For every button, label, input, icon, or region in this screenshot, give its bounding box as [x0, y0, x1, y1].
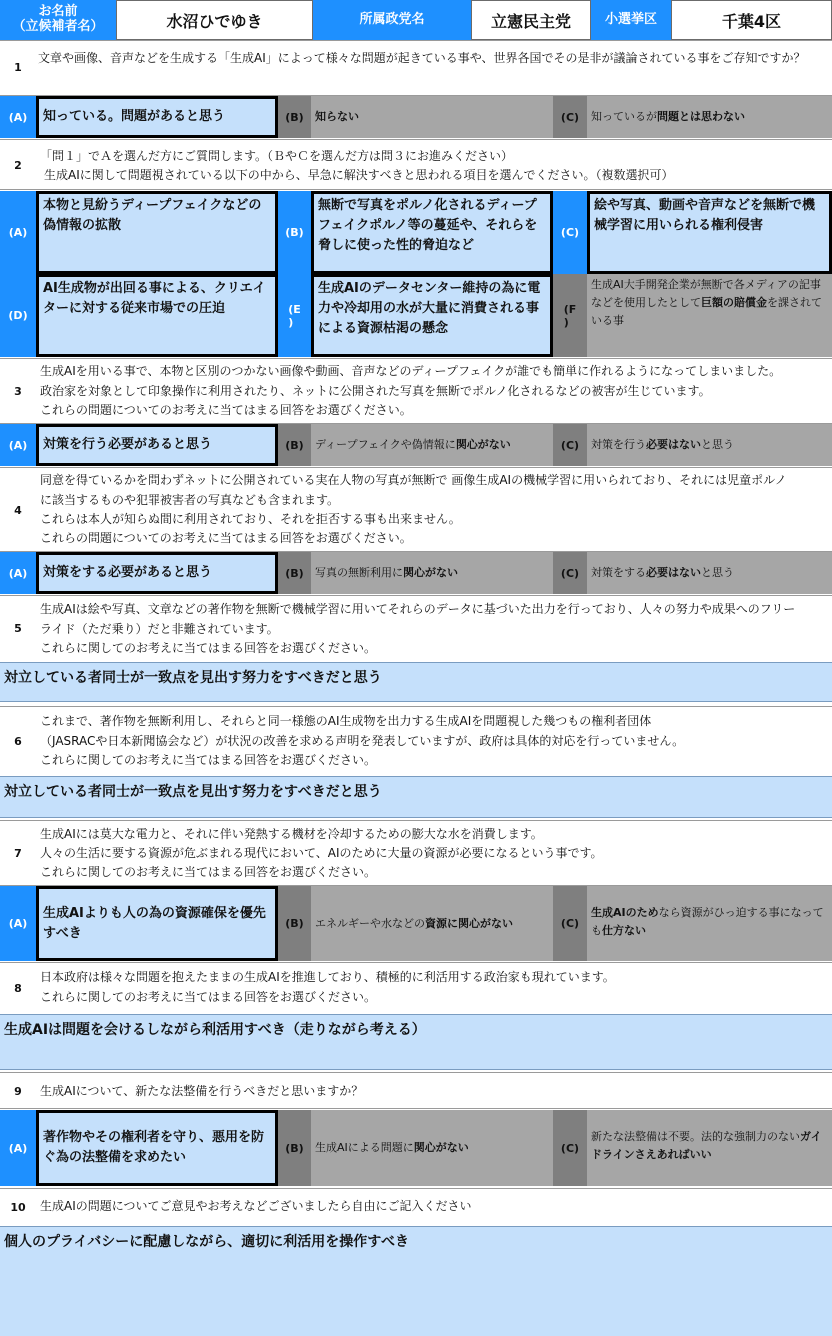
q2-option-c-label: (C)	[553, 191, 587, 274]
q7-option-b-text-2: 資源に関心がない	[425, 916, 513, 930]
q9-option-c-label: (C)	[553, 1110, 587, 1186]
q2-option-e[interactable]: 生成AIのデータセンター維持の為に電力や冷却用の水が大量に消費される事による資源枯渇の懸念	[311, 274, 553, 357]
q10-answer-field[interactable]: 個人のプライバシーに配慮しながら、適切に利活用を操作すべき	[0, 1226, 832, 1336]
q7-question-line-1: 生成AIには莫大な電力と、それに伴い発熱する機材を冷却するための膨大な水を消費します。	[40, 827, 543, 841]
q4-option-b[interactable]	[311, 552, 553, 594]
q3-option-c[interactable]	[587, 424, 832, 466]
q7-option-b[interactable]	[311, 886, 553, 961]
separator	[0, 139, 832, 140]
q2-option-d-label: (D)	[0, 274, 36, 357]
separator	[0, 189, 832, 190]
q5-question-line-3: これらに関してのお考えに当てはまる回答をお選びください。	[40, 641, 377, 655]
name-value: 水沼ひでゆき	[116, 0, 313, 40]
q4-option-b-label: (B)	[278, 552, 311, 594]
separator	[0, 820, 832, 821]
q7-option-c-text-1: 生成AIのため	[591, 906, 659, 919]
q8-number: 8	[14, 981, 22, 995]
q9-option-b[interactable]	[311, 1110, 553, 1186]
q8-question-line-2: これらに関してのお考えに当てはまる回答をお選びください。	[40, 990, 377, 1004]
q9-number: 9	[14, 1084, 22, 1098]
q1-option-c-text-1: 知っているが	[591, 110, 657, 123]
q2-option-f-text-2: 巨額の賠償金	[701, 296, 767, 309]
separator	[0, 40, 832, 41]
q4-question-line-4: これらの問題についてのお考えに当てはまる回答をお選びください。	[40, 531, 412, 545]
q4-option-c[interactable]	[587, 552, 832, 594]
q7-option-b-label: (B)	[278, 886, 311, 961]
q3-question-line-3: これらの問題についてのお考えに当てはまる回答をお選びください。	[40, 403, 412, 417]
q4-option-c-text-3: と思う	[701, 566, 734, 579]
q2-option-b[interactable]: 無断で写真をポルノ化されるディープフェイクポルノ等の蔓延や、それらを脅しに使った性的脅迫など	[311, 191, 553, 274]
q4-option-c-text-2: 必要はない	[646, 566, 701, 579]
q2-question-line-1: 「問１」でＡを選んだ方にご質問します。（ＢやＣを選んだ方は問３にお進みください）	[40, 149, 514, 163]
q2-option-b-label: (B)	[278, 191, 311, 274]
q9-option-c-text-1: 新たな法整備は不要。法的な強制力のない	[591, 1130, 800, 1143]
q7-number: 7	[14, 846, 22, 860]
q2-option-a[interactable]: 本物と見紛うディープフェイクなどの偽情報の拡散	[36, 191, 278, 274]
district-label: 小選挙区	[591, 0, 671, 40]
q4-number: 4	[14, 503, 22, 517]
q3-option-c-text-2: 必要はない	[646, 438, 701, 451]
q7-option-a-label: (A)	[0, 886, 36, 961]
q9-option-a[interactable]: 著作物やその権利者を守り、悪用を防ぐ為の法整備を求めたい	[36, 1110, 278, 1186]
q2-option-a-label: (A)	[0, 191, 36, 274]
q5-question-line-1: 生成AIは絵や写真、文章などの著作物を無断で機械学習に用いてそれらのデータに基づいた出力を行っており、人々の努力や成果へのフリー	[40, 602, 796, 616]
q5-question-line-2: ライド（ただ乗り）だと非難されています。	[40, 622, 279, 636]
q6-number: 6	[14, 734, 22, 748]
q2-option-f-label: (F )	[553, 274, 587, 357]
q9-option-a-label: (A)	[0, 1110, 36, 1186]
separator	[0, 358, 832, 359]
q5-number: 5	[14, 621, 22, 635]
q4-option-a-label: (A)	[0, 552, 36, 594]
q3-option-b-text-2: 関心がない	[455, 438, 511, 451]
q2-question-line-2: 生成AIに関して問題視されている以下の中から、早急に解決すべきと思われる項目を選んでください。（複数選択可）	[44, 168, 674, 182]
separator	[0, 1108, 832, 1109]
q1-option-a[interactable]: 知っている。問題があると思う	[36, 96, 278, 138]
q4-option-a[interactable]: 対策をする必要があると思う	[36, 552, 278, 594]
q9-question: 生成AIについて、新たな法整備を行うべきだと思いますか？	[40, 1084, 364, 1098]
separator	[0, 551, 832, 552]
q6-question-line-2: （JASRACや日本新聞協会など）が状況の改善を求める声明を発表していますが、政府は具体的対応を行っていません。	[40, 734, 685, 748]
q8-answer-field[interactable]: 生成AIは問題を会けるしながら利活用すべき（走りながら考える）	[0, 1014, 832, 1070]
q4-option-b-text-2: 関心がない	[403, 566, 458, 579]
q3-option-b-label: (B)	[278, 424, 311, 466]
q1-option-b[interactable]: 知らない	[311, 96, 553, 138]
q3-question-line-1: 生成AIを用いる事で、本物と区別のつかない画像や動画、音声などのディープフェイクが誰でも簡単に作れるようになってしまいました。	[40, 364, 782, 378]
q1-option-b-label: (B)	[278, 96, 311, 138]
q1-option-c-label: (C)	[553, 96, 587, 138]
q4-question-line-2: に該当するものや犯罪被害者の写真なども含まれます。	[40, 493, 340, 507]
separator	[0, 885, 832, 886]
district-value: 千葉4区	[671, 0, 832, 40]
q6-question-line-1: これまで、著作物を無断利用し、それらと同一様態のAI生成物を出力する生成AIを問題視した幾つもの権利者団体	[40, 714, 652, 728]
q2-option-c[interactable]: 絵や写真、動画や音声などを無断で機械学習に用いられる権利侵害	[587, 191, 832, 274]
q3-option-a-label: (A)	[0, 424, 36, 466]
q3-option-c-text-1: 対策を行う	[591, 438, 646, 451]
q1-option-a-label: (A)	[0, 96, 36, 138]
separator	[0, 423, 832, 424]
q9-option-c[interactable]	[587, 1110, 832, 1186]
q2-option-e-label: (E )	[278, 274, 311, 357]
q5-answer-field[interactable]: 対立している者同士が一致点を見出す努力をすべきだと思う	[0, 662, 832, 702]
q7-option-c-label: (C)	[553, 886, 587, 961]
party-label: 所属政党名	[313, 0, 471, 40]
q8-question-line-1: 日本政府は様々な問題を抱えたままの生成AIを推進しており、積極的に利活用する政治家も現れています。	[40, 970, 615, 984]
q7-option-c[interactable]	[587, 886, 832, 961]
q3-option-a[interactable]: 対策を行う必要があると思う	[36, 424, 278, 466]
q9-option-b-text-2: 関心がない	[413, 1141, 469, 1154]
q3-option-b[interactable]	[311, 424, 553, 466]
q1-option-c-text-2: 問題とは思わない	[657, 110, 745, 123]
q9-option-b-text-1: 生成AIによる問題に	[315, 1141, 414, 1154]
separator	[0, 1072, 832, 1073]
q7-question-line-3: これらに関してのお考えに当てはまる回答をお選びください。	[40, 865, 377, 879]
separator	[0, 1188, 832, 1189]
q2-number: 2	[14, 158, 22, 172]
q3-question-line-2: 政治家を対象として印象操作に利用されたり、ネットに公開された写真を無断でポルノ化されるなどの被害が生じています。	[40, 384, 711, 398]
separator	[0, 595, 832, 596]
q6-question-line-3: これらに関してのお考えに当てはまる回答をお選びください。	[40, 753, 377, 767]
separator	[0, 95, 832, 96]
separator	[0, 467, 832, 468]
q2-option-f[interactable]	[587, 274, 832, 357]
q2-option-f-text-3: を課されている事	[591, 296, 822, 327]
q7-option-c-text-3: 仕方ない	[602, 924, 646, 937]
q4-question-line-1: 同意を得ているかを問わずネットに公開されている実在人物の写真が無断で 画像生成AIの機械学習に用いられており、それには児童ポルノ	[40, 473, 787, 487]
q1-question: 文章や画像、音声などを生成する「生成AI」によって様々な問題が起きている事や、世界各国でその是非が議論されている事をご存知ですか？	[38, 51, 806, 65]
separator	[0, 706, 832, 707]
q10-number: 10	[10, 1200, 26, 1214]
q9-option-b-label: (B)	[278, 1110, 311, 1186]
q7-option-c-text-2: なら資源がひっ迫する事になっても	[591, 906, 824, 937]
name-label: お名前 （立候補者名）	[0, 0, 116, 40]
q7-option-b-text-1: エネルギーや水などの	[315, 916, 425, 930]
q3-option-b-text-1: ディープフェイクや偽情報に	[315, 438, 456, 451]
q4-option-c-text-1: 対策をする	[591, 566, 646, 579]
q1-number: 1	[14, 60, 22, 74]
q9-option-c-text-2: ガイドラインさえあればいい	[591, 1130, 822, 1161]
q10-question: 生成AIの問題についてご意見やお考えなどございましたら自由にご記入ください	[40, 1199, 472, 1213]
separator	[0, 962, 832, 963]
q3-number: 3	[14, 384, 22, 398]
q1-option-c[interactable]	[587, 96, 832, 138]
q7-option-a[interactable]: 生成AIよりも人の為の資源確保を優先すべき	[36, 886, 278, 961]
q4-question-line-3: これらは本人が知らぬ間に利用されており、それを拒否する事も出来ません。	[40, 512, 461, 526]
q3-option-c-label: (C)	[553, 424, 587, 466]
q7-question-line-2: 人々の生活に要する資源が危ぶまれる現代において、AIのために大量の資源が必要になるという事です。	[40, 846, 603, 860]
q4-option-c-label: (C)	[553, 552, 587, 594]
q4-option-b-text-1: 写真の無断利用に	[315, 566, 403, 579]
q2-option-f-text-1: 生成AI大手開発企業が無断で各メディアの記事などを使用したとして	[591, 278, 821, 309]
q3-option-c-text-3: と思う	[701, 438, 734, 451]
party-value: 立憲民主党	[471, 0, 591, 40]
q2-option-d[interactable]: AI生成物が出回る事による、クリエイターに対する従来市場での圧迫	[36, 274, 278, 357]
q6-answer-field[interactable]: 対立している者同士が一致点を見出す努力をすべきだと思う	[0, 776, 832, 818]
